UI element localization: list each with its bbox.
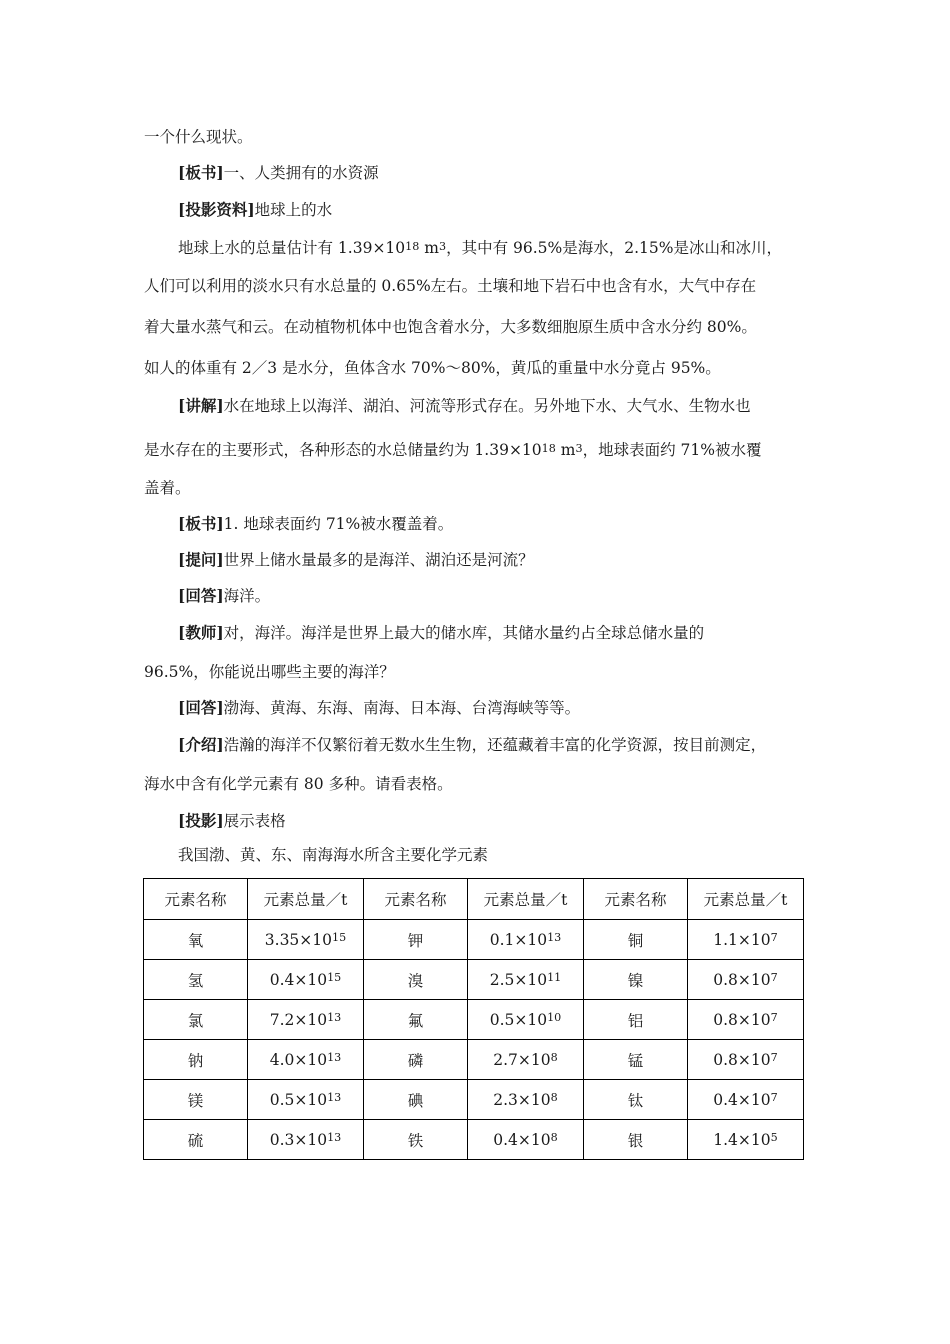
amount-mantissa: 0.5 xyxy=(489,1010,515,1029)
line-text: 盖着。 xyxy=(144,479,191,497)
amount-exponent: 13 xyxy=(327,1011,342,1025)
element-amount-cell: $1.1\times 10^7$ xyxy=(688,920,804,960)
amount-mantissa: 0.8 xyxy=(713,970,738,989)
element-table-body xyxy=(144,879,804,1160)
table-row xyxy=(144,1000,804,1040)
table-caption: 我国渤、黄、东、南海海水所含主要化学元素 xyxy=(178,846,489,864)
board-note-heading xyxy=(178,163,809,183)
element-amount-cell: $7.2\times 10^{13}$ xyxy=(248,1000,364,1040)
tag-label: [教师] xyxy=(178,623,224,642)
table-row xyxy=(144,1080,804,1120)
element-name-cell: 磷 xyxy=(364,1040,468,1080)
line-text: 水在地球上以海洋、湖泊、河流等形式存在。另外地下水、大气水、生物水也 xyxy=(223,397,751,415)
line-text: 渤海、黄海、东海、南海、日本海、台湾海峡等等。 xyxy=(223,699,581,717)
element-amount-cell: $0.8\times 10^7$ xyxy=(688,960,804,1000)
element-name-cell: 镍 xyxy=(584,960,688,1000)
amount-exponent: 13 xyxy=(547,931,562,945)
amount-mantissa: 2.5 xyxy=(489,970,515,989)
element-name-cell: 铜 xyxy=(584,920,688,960)
element-amount-cell: $0.1\times 10^{13}$ xyxy=(468,920,584,960)
amount-mantissa: 0.3 xyxy=(269,1130,295,1149)
amount-mantissa: 0.1 xyxy=(489,930,515,949)
line-text: 一、人类拥有的水资源 xyxy=(223,164,379,182)
exponent: 3 xyxy=(438,239,447,253)
element-name-cell: 溴 xyxy=(364,960,468,1000)
header-cell: 元素名称 xyxy=(584,879,688,920)
tag-label: [提问] xyxy=(178,550,224,569)
line-text: 地球上水的总量估计有 1.39×10 xyxy=(178,239,406,257)
element-name-cell: 钠 xyxy=(144,1040,248,1080)
amount-exponent: 7 xyxy=(770,1091,778,1105)
element-amount-cell: $4.0\times 10^{13}$ xyxy=(248,1040,364,1080)
element-amount-cell: $0.8\times 10^7$ xyxy=(688,1040,804,1080)
line-text: ，地球表面约 71%被水覆 xyxy=(582,441,762,459)
element-amount-cell: $0.5\times 10^{10}$ xyxy=(468,1000,584,1040)
exponent: 18 xyxy=(405,239,420,253)
line-text: 展示表格 xyxy=(223,812,286,830)
question-line xyxy=(178,550,809,570)
element-name-cell: 锰 xyxy=(584,1040,688,1080)
element-name-cell: 钾 xyxy=(364,920,468,960)
paragraph-line xyxy=(144,774,809,794)
amount-exponent: 13 xyxy=(327,1131,342,1145)
amount-exponent: 8 xyxy=(550,1131,558,1145)
tag-label: [投影资料] xyxy=(178,200,255,219)
exponent: 18 xyxy=(541,441,556,455)
amount-exponent: 8 xyxy=(550,1091,558,1105)
amount-mantissa: 3.35 xyxy=(264,930,300,949)
line-text: 海洋。 xyxy=(223,587,271,605)
element-amount-cell: $3.35\times 10^{15}$ xyxy=(248,920,364,960)
line-text: 人们可以利用的淡水只有水总量的 0.65%左右。土壤和地下岩石中也含有水，大气中存在 xyxy=(144,277,757,295)
line-text: 一个什么现状。 xyxy=(144,128,253,146)
element-name-cell: 钛 xyxy=(584,1080,688,1120)
line-text: 1. 地球表面约 71%被水覆盖着。 xyxy=(223,515,454,533)
paragraph-line xyxy=(144,662,809,682)
line-text: 96.5%，你能说出哪些主要的海洋？ xyxy=(144,663,395,681)
element-name-cell: 氯 xyxy=(144,1000,248,1040)
amount-exponent: 11 xyxy=(547,971,562,985)
unit-text: m xyxy=(555,441,576,459)
amount-exponent: 13 xyxy=(327,1091,342,1105)
tag-label: [介绍] xyxy=(178,735,224,754)
line-text: 如人的体重有 2／3 是水分，鱼体含水 70%～80%，黄瓜的重量中水分竟占 95%。 xyxy=(144,359,721,377)
amount-exponent: 13 xyxy=(327,1051,342,1065)
amount-exponent: 7 xyxy=(770,931,778,945)
exponent: 3 xyxy=(575,441,583,455)
projection-heading xyxy=(178,200,809,220)
amount-exponent: 7 xyxy=(770,971,778,985)
amount-exponent: 15 xyxy=(332,931,347,945)
element-name-cell: 氟 xyxy=(364,1000,468,1040)
board-note-line xyxy=(178,514,809,534)
explanation-line xyxy=(178,396,809,416)
amount-mantissa: 2.7 xyxy=(493,1050,518,1069)
amount-mantissa: 0.4 xyxy=(713,1090,738,1109)
teacher-line xyxy=(178,623,809,643)
amount-exponent: 10 xyxy=(547,1011,562,1025)
amount-mantissa: 0.5 xyxy=(269,1090,295,1109)
line-text: 世界上储水量最多的是海洋、湖泊还是河流？ xyxy=(223,551,534,569)
line-text: 对，海洋。海洋是世界上最大的储水库，其储水量约占全球总储水量的 xyxy=(223,624,705,642)
tag-label: [回答] xyxy=(178,698,224,717)
tag-label: [板书] xyxy=(178,514,224,533)
element-name-cell: 铝 xyxy=(584,1000,688,1040)
line-text: 着大量水蒸气和云。在动植物机体中也饱含着水分，大多数细胞原生质中含水分约 80%。 xyxy=(144,318,757,336)
element-amount-cell: $0.4\times 10^8$ xyxy=(468,1120,584,1160)
paragraph-line xyxy=(144,127,809,147)
amount-exponent: 7 xyxy=(770,1051,778,1065)
amount-mantissa: 2.3 xyxy=(493,1090,518,1109)
amount-mantissa: 0.8 xyxy=(713,1050,738,1069)
element-amount-cell: $0.3\times 10^{13}$ xyxy=(248,1120,364,1160)
line-text: 是水存在的主要形式，各种形态的水总储量约为 1.39×10 xyxy=(144,441,542,459)
amount-mantissa: 0.4 xyxy=(269,970,295,989)
element-name-cell: 银 xyxy=(584,1120,688,1160)
answer-line xyxy=(178,586,809,606)
amount-exponent: 15 xyxy=(327,971,342,985)
table-row xyxy=(144,1040,804,1080)
paragraph-line xyxy=(144,317,809,337)
amount-mantissa: 1.4 xyxy=(713,1130,738,1149)
table-row xyxy=(144,960,804,1000)
tag-label: [回答] xyxy=(178,586,224,605)
header-cell: 元素总量／t xyxy=(688,879,804,920)
paragraph-line xyxy=(178,238,809,258)
amount-mantissa: 7.2 xyxy=(269,1010,295,1029)
line-text: 地球上的水 xyxy=(254,201,333,219)
element-name-cell: 氧 xyxy=(144,920,248,960)
element-table xyxy=(143,878,804,1160)
element-name-cell: 碘 xyxy=(364,1080,468,1120)
table-row xyxy=(144,1120,804,1160)
unit-text: m xyxy=(419,239,439,257)
amount-mantissa: 0.4 xyxy=(493,1130,518,1149)
element-amount-cell: $2.5\times 10^{11}$ xyxy=(468,960,584,1000)
table-header-row xyxy=(144,879,804,920)
header-cell: 元素名称 xyxy=(144,879,248,920)
paragraph-line xyxy=(144,276,809,296)
tag-label: [讲解] xyxy=(178,396,224,415)
element-amount-cell: $0.8\times 10^7$ xyxy=(688,1000,804,1040)
introduction-line xyxy=(178,735,809,755)
amount-exponent: 8 xyxy=(550,1051,558,1065)
amount-mantissa: 0.8 xyxy=(713,1010,738,1029)
amount-mantissa: 1.1 xyxy=(713,930,738,949)
line-text: 海水中含有化学元素有 80 多种。请看表格。 xyxy=(144,775,453,793)
element-name-cell: 硫 xyxy=(144,1120,248,1160)
tag-label: [板书] xyxy=(178,163,224,182)
answer-line xyxy=(178,698,809,718)
projection-line xyxy=(178,811,809,831)
paragraph-line xyxy=(144,358,809,378)
element-name-cell: 镁 xyxy=(144,1080,248,1120)
tag-label: [投影] xyxy=(178,811,224,830)
element-amount-cell: $2.3\times 10^8$ xyxy=(468,1080,584,1120)
element-amount-cell: $1.4\times 10^5$ xyxy=(688,1120,804,1160)
element-amount-cell: $0.4\times 10^{15}$ xyxy=(248,960,364,1000)
element-amount-cell: $0.5\times 10^{13}$ xyxy=(248,1080,364,1120)
element-amount-cell: $2.7\times 10^8$ xyxy=(468,1040,584,1080)
table-row xyxy=(144,920,804,960)
line-text: ，其中有 96.5%是海水，2.15%是冰山和冰川， xyxy=(446,239,783,257)
header-cell: 元素名称 xyxy=(364,879,468,920)
amount-exponent: 5 xyxy=(770,1131,778,1145)
amount-exponent: 7 xyxy=(770,1011,778,1025)
line-text: 浩瀚的海洋不仅繁衍着无数水生生物，还蕴藏着丰富的化学资源，按目前测定， xyxy=(223,736,767,754)
element-amount-cell: $0.4\times 10^7$ xyxy=(688,1080,804,1120)
paragraph-line xyxy=(144,478,809,498)
header-cell: 元素总量／t xyxy=(248,879,364,920)
header-cell: 元素总量／t xyxy=(468,879,584,920)
paragraph-line xyxy=(144,440,809,460)
element-name-cell: 氢 xyxy=(144,960,248,1000)
amount-mantissa: 4.0 xyxy=(269,1050,295,1069)
element-name-cell: 铁 xyxy=(364,1120,468,1160)
